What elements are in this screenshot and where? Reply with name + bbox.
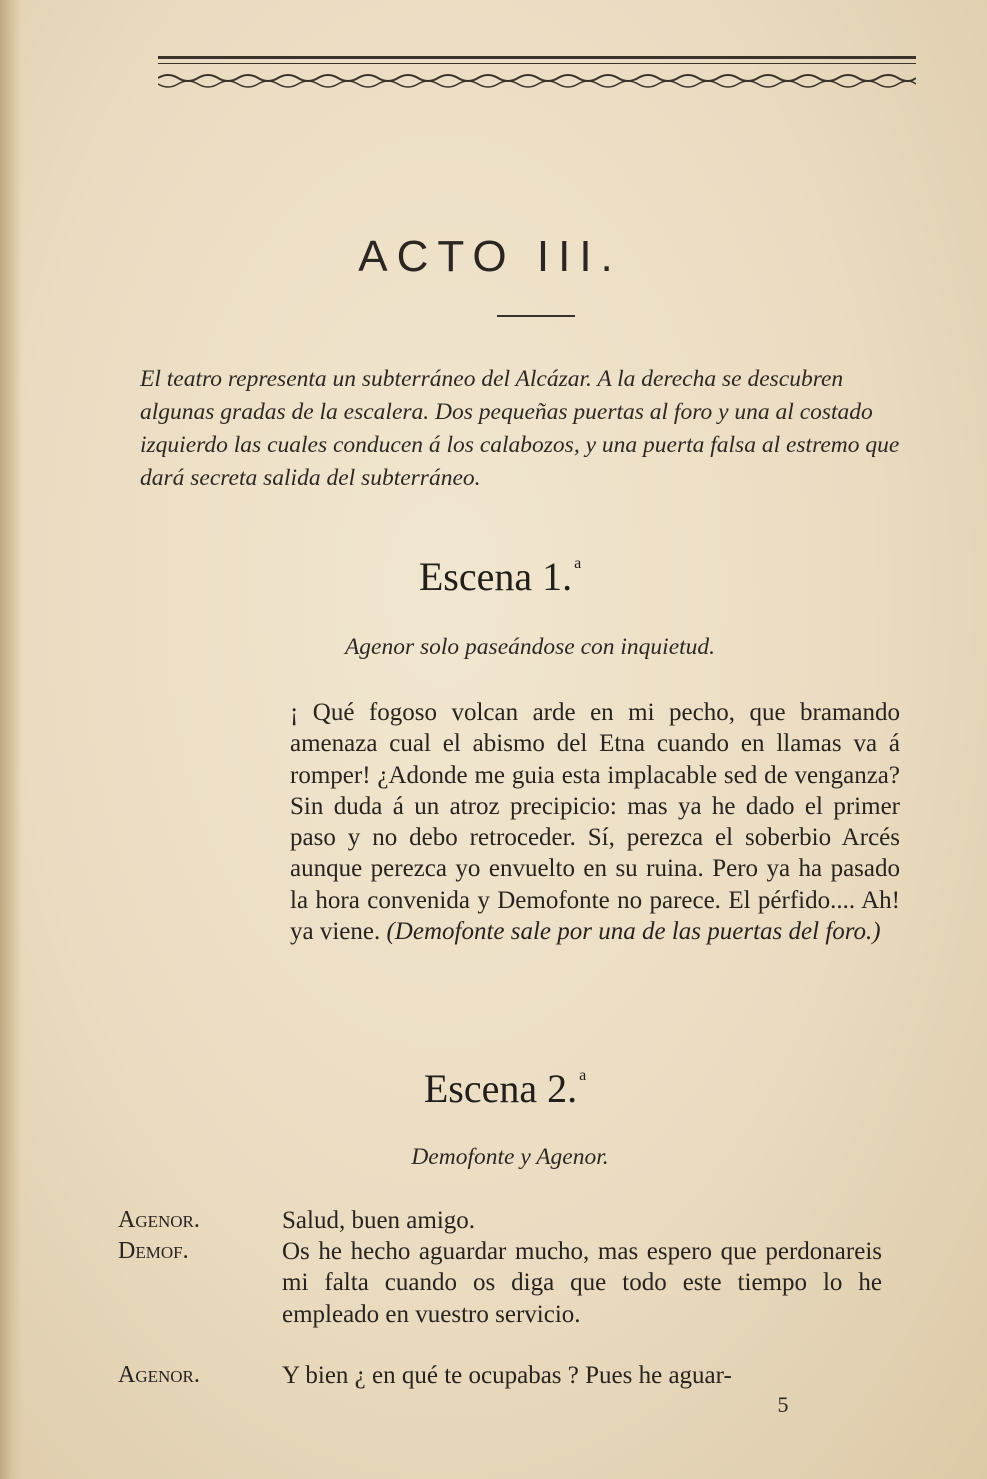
scene-1-speech-text: ¡ Qué fogoso volcan arde en mi pecho, que bramando amenaza cual el abismo del Etna cuando en llamas va á romper! ¿Adonde me guia esta implacable sed de venganza? Sin duda á un atroz precipicio: mas ya he dado el primer paso y no debo retroceder. Sí, perezca el soberbio Arcés aunque perezca yo envuelto en su ruina. Pero ya ha pasado la hora convenida y Demofonte no parece. El pérfido.... Ah! ya viene. [290,699,900,946]
scene-1-characters: Agenor solo paseándose con inquietud. [344,634,716,660]
act-title: ACTO III. [358,232,622,281]
scene-1-speech-direction: (Demofonte sale por una de las puertas del foro.) [386,918,881,946]
scene-1-title: Escena 1. [418,554,573,599]
header-rule-thin [158,63,916,64]
header-rule [158,56,916,59]
speech-text: Salud, buen amigo. [282,1207,476,1234]
scene-2-characters: Demofonte y Agenor. [411,1144,609,1170]
decorative-border-ornament [158,70,916,92]
speaker-name: Agenor. [118,1362,200,1388]
stage-direction [140,363,908,495]
speech-text: Os he hecho aguardar mucho, mas espero que perdonareis mi falta cuando os diga que todo este tiempo lo he empleado en vuestro servicio. [282,1238,882,1328]
page-spine-shadow [0,0,22,1479]
scene-2-heading [360,1065,650,1112]
stage-direction-text: El teatro representa un subterráneo del Alcázar. A la derecha se descubren algunas gradas de la escalera. Dos pequeñas puertas al foro y una al costado izquierdo las cuales conducen á los calabozos, y una puerta falsa al estremo que dará secreta salida del subterráneo. [140,366,900,491]
speaker-name: Agenor. [118,1207,200,1233]
page-number: 5 [777,1392,789,1417]
scene-1-speech [290,697,900,947]
scene-1-heading [360,553,640,600]
title-divider [497,315,575,317]
speaker-name: Demof. [118,1238,189,1264]
scene-1-superscript: a [574,555,582,572]
speech-text: Y bien ¿ en qué te ocupabas ? Pues he aguar- [282,1362,732,1389]
scene-2-title: Escena 2. [423,1066,578,1111]
scene-2-superscript: a [579,1067,587,1084]
